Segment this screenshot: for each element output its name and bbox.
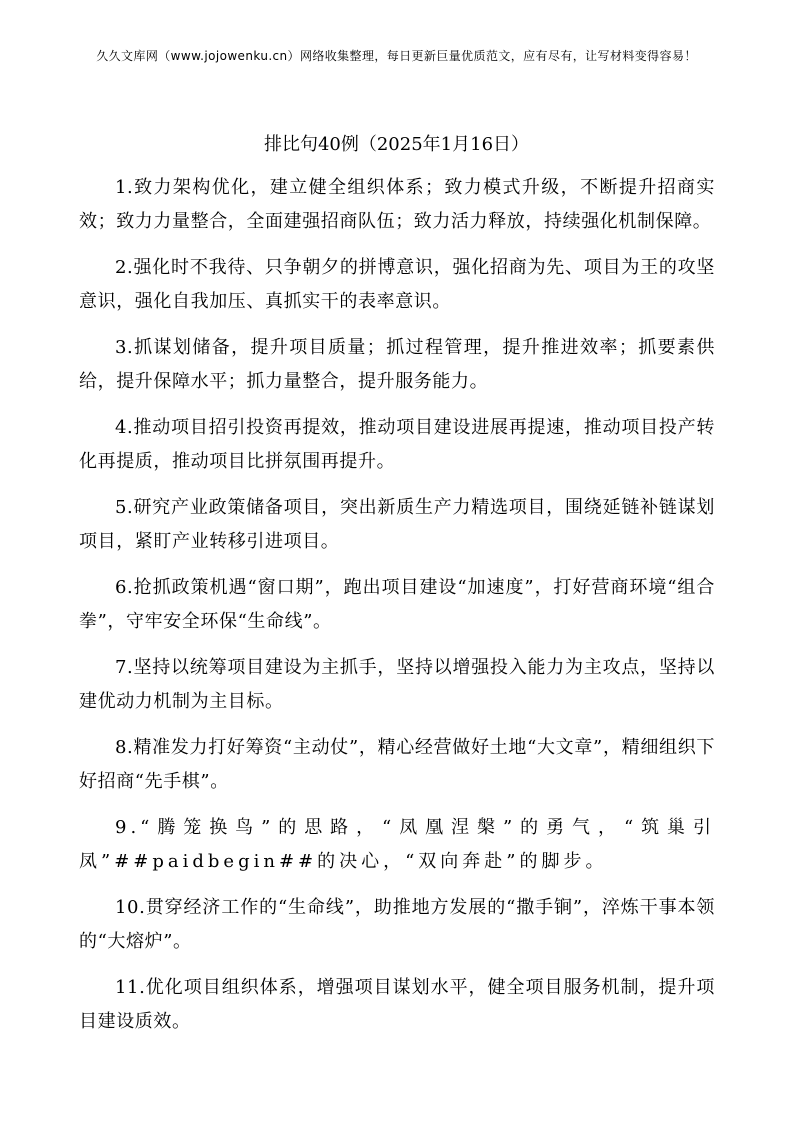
paragraph-9: 9.“腾笼换鸟”的思路，“凤凰涅槃”的勇气，“筑巢引凤”##paidbegin##的决心，“双向奔赴”的脚步。 [79, 817, 715, 872]
header-banner: 久久文库网（www.jojowenku.cn）网络收集整理，每日更新巨量优质范文，应有尽有，让写材料变得容易！ [96, 49, 697, 63]
paragraph-7: 7.坚持以统筹项目建设为主抓手，坚持以增强投入能力为主攻点，坚持以建优动力机制为主目标。 [79, 657, 715, 712]
paragraph-6: 6.抢抓政策机遇“窗口期”，跑出项目建设“加速度”，打好营商环境“组合拳”，守牢安全环保“生命线”。 [79, 577, 715, 632]
paragraph-5: 5.研究产业政策储备项目，突出新质生产力精选项目，围绕延链补链谋划项目，紧盯产业转移引进项目。 [79, 497, 715, 552]
paragraph-10: 10.贯穿经济工作的“生命线”，助推地方发展的“撒手锏”，淬炼干事本领的“大熔炉”。 [79, 897, 715, 952]
document-body [79, 171, 715, 1051]
paragraph-1: 1.致力架构优化，建立健全组织体系；致力模式升级，不断提升招商实效；致力力量整合，全面建强招商队伍；致力活力释放，持续强化机制保障。 [79, 177, 715, 232]
paragraph-4: 4.推动项目招引投资再提效，推动项目建设进展再提速，推动项目投产转化再提质，推动项目比拼氛围再提升。 [79, 417, 715, 472]
paragraph-2: 2.强化时不我待、只争朝夕的拼博意识，强化招商为先、项目为王的攻坚意识，强化自我加压、真抓实干的表率意识。 [79, 257, 715, 312]
paragraph-3: 3.抓谋划储备，提升项目质量；抓过程管理，提升推进效率；抓要素供给，提升保障水平；抓力量整合，提升服务能力。 [79, 337, 715, 392]
document-title: 排比句40例（2025年1月16日） [263, 134, 530, 155]
paragraph-8: 8.精准发力打好筹资“主动仗”，精心经营做好土地“大文章”，精细组织下好招商“先手棋”。 [79, 737, 715, 792]
paragraph-11: 11.优化项目组织体系，增强项目谋划水平，健全项目服务机制，提升项目建设质效。 [79, 977, 715, 1032]
